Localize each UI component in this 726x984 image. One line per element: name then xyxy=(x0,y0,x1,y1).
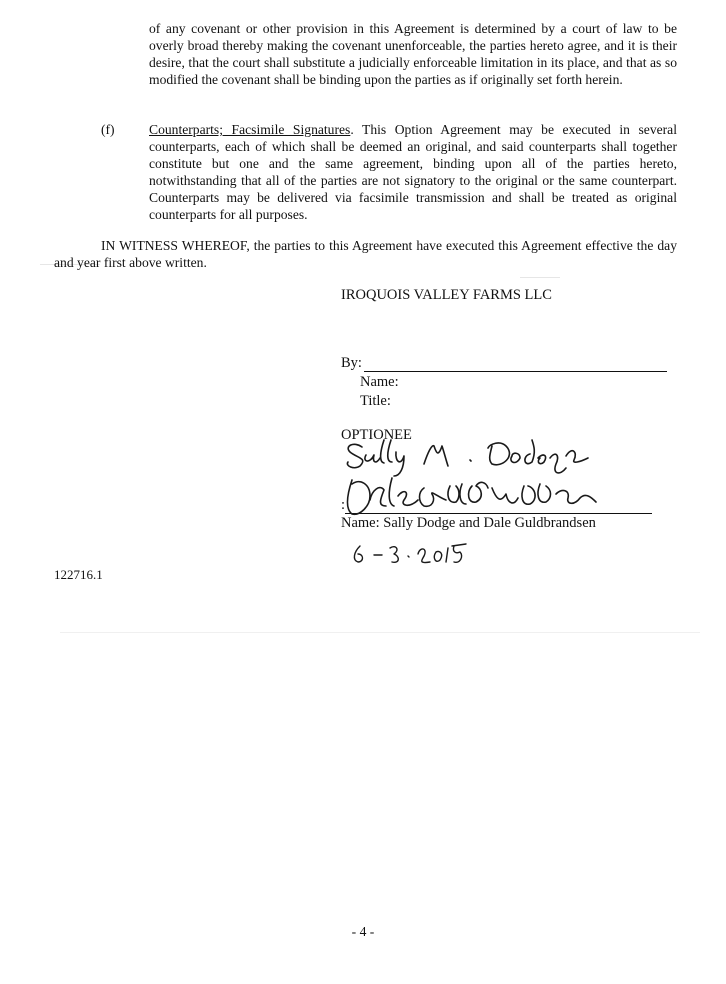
signature-sally-dodge xyxy=(347,440,588,476)
signature-prefix: : xyxy=(341,497,346,513)
section-f-paragraph xyxy=(149,121,677,223)
optionee-signature-line xyxy=(345,501,652,514)
document-number: 122716.1 xyxy=(54,567,103,582)
paragraph-continued: of any covenant or other provision in this Agreement is determined by a court of law to be overly broad thereby making the covenant unenforceable, the parties hereto agree, and it is their desire, that the court shall substitute a judicially enforceable limitation in its place, and that as so modified the covenant shall be binding upon the parties as if originally set forth herein. xyxy=(149,21,677,87)
by-label: By: xyxy=(341,355,362,371)
name-label: Name: xyxy=(360,374,399,390)
handwritten-date xyxy=(354,544,466,563)
scan-artifact xyxy=(60,632,700,633)
section-body: . This Option Agreement may be executed in several counterparts, each of which shall be deemed an original, and said counterparts shall together constitute but one and the same agreement, binding upon all of the parties hereto, notwithstanding that all of the parties are not signatory to the original or the same counterpart. Counterparts may be delivered via facsimile transmission and shall be treated as original counterparts for all purposes. xyxy=(149,122,677,222)
by-signature-line xyxy=(364,356,667,372)
witness-clause: IN WITNESS WHEREOF, the parties to this Agreement have executed this Agreement effective the day and year first above written. xyxy=(54,238,677,270)
title-label: Title: xyxy=(360,393,391,409)
page-number: - 4 - xyxy=(351,924,375,939)
section-label: (f) xyxy=(101,122,115,137)
optionee-signature-row xyxy=(341,497,652,514)
by-signature-row xyxy=(341,355,667,372)
scan-artifact xyxy=(520,277,560,278)
section-heading: Counterparts; Facsimile Signatures xyxy=(149,122,351,137)
optionee-label: OPTIONEE xyxy=(341,427,412,443)
signer-names: Name: Sally Dodge and Dale Guldbrandsen xyxy=(341,515,596,531)
company-name: IROQUOIS VALLEY FARMS LLC xyxy=(341,287,552,303)
